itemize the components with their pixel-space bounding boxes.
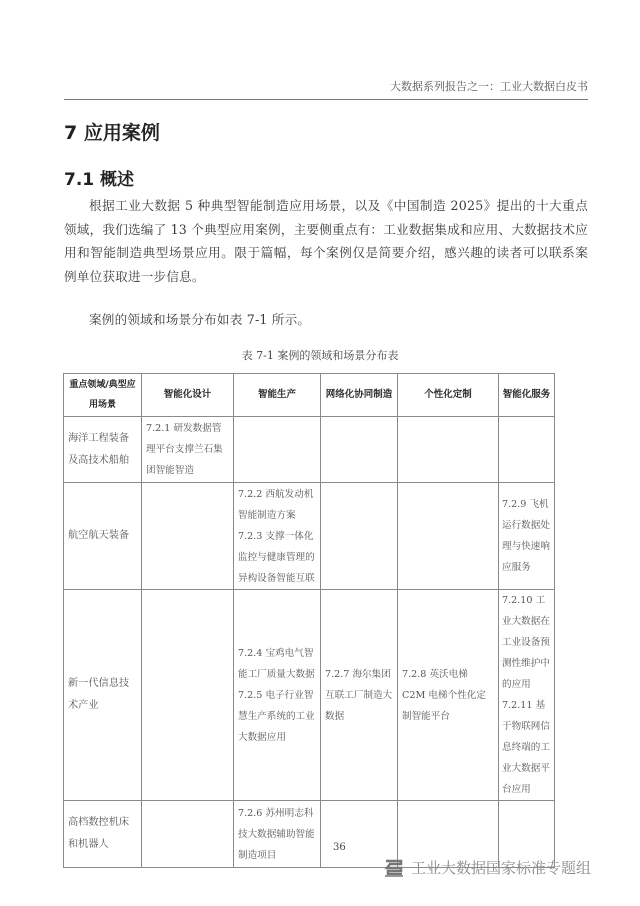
table-caption: 表 7-1 案例的领域和场景分布表 bbox=[241, 349, 399, 362]
chapter-title: 7 应用案例 bbox=[64, 122, 160, 144]
section-title: 7.1 概述 bbox=[64, 170, 135, 190]
page-number: 36 bbox=[333, 842, 346, 853]
customization-cell bbox=[398, 417, 499, 483]
case-entry: 7.2.4 宝鸡电气智能工厂质量大数据 bbox=[238, 647, 315, 680]
case-entry: 7.2.3 支撑一体化监控与健康管理的异构设备智能互联 bbox=[238, 530, 315, 584]
table-row bbox=[64, 417, 555, 483]
intro-paragraph: 根据工业大数据 5 种典型智能制造应用场景，以及《中国制造 2025》提出的十大重点领域，我们选编了 13 个典型应用案例，主要侧重点有：工业数据集成和应用、大数据技术应用和智能制造典型场景应用。限于篇幅，每个案例仅是简要介绍，感兴趣的读者可以联系案例单位获取进一步信息。 bbox=[64, 198, 588, 284]
collaborative-cell bbox=[321, 417, 398, 483]
design-cell bbox=[142, 417, 234, 483]
collaborative-cell bbox=[321, 483, 398, 590]
table-row bbox=[64, 483, 555, 590]
table-row bbox=[64, 590, 555, 801]
case-entry: 7.2.8 英沃电梯 C2M 电梯个性化定制智能平台 bbox=[402, 668, 486, 722]
collaborative-cell bbox=[321, 590, 398, 801]
customization-cell bbox=[398, 483, 499, 590]
table-reference-paragraph: 案例的领域和场景分布如表 7-1 所示。 bbox=[89, 312, 311, 327]
case-entry: 7.2.6 苏州明志科技大数据辅助智能制造项目 bbox=[238, 807, 315, 861]
service-cell bbox=[499, 590, 555, 801]
case-entry: 7.2.7 海尔集团互联工厂制造大数据 bbox=[325, 668, 393, 722]
watermark-text: 工业大数据国家标准专题组 bbox=[411, 859, 592, 877]
case-distribution-table bbox=[63, 373, 555, 868]
header-design: 智能化设计 bbox=[142, 374, 234, 417]
watermark bbox=[383, 857, 591, 878]
case-entry: 7.2.9 飞机运行数据处理与快速响应服务 bbox=[502, 499, 550, 573]
service-cell bbox=[499, 417, 555, 483]
design-cell bbox=[142, 801, 234, 868]
domain-cell: 新一代信息技术产业 bbox=[64, 590, 142, 801]
header-production: 智能生产 bbox=[234, 374, 321, 417]
design-cell bbox=[142, 590, 234, 801]
case-entry: 7.2.10 工业大数据在工业设备预测性维护中的应用 bbox=[502, 595, 550, 690]
case-entry: 7.2.2 西航发动机智能制造方案 bbox=[238, 488, 314, 521]
customization-cell bbox=[398, 590, 499, 801]
header-service: 智能化服务 bbox=[499, 374, 555, 417]
domain-cell: 高档数控机床和机器人 bbox=[64, 801, 142, 868]
service-cell bbox=[499, 483, 555, 590]
table-header-row bbox=[64, 374, 555, 417]
design-cell bbox=[142, 483, 234, 590]
production-cell bbox=[234, 417, 321, 483]
production-cell bbox=[234, 483, 321, 590]
production-cell bbox=[234, 590, 321, 801]
case-entry: 7.2.5 电子行业智慧生产系统的工业大数据应用 bbox=[238, 689, 315, 743]
book-logo-icon bbox=[383, 858, 405, 878]
header-domain: 重点领域/典型应用场景 bbox=[64, 374, 142, 417]
domain-cell: 海洋工程装备及高技术船舶 bbox=[64, 417, 142, 483]
case-entry: 7.2.1 研发数据管理平台支撑兰石集团智能智造 bbox=[146, 423, 223, 476]
case-entry: 7.2.11 基于物联网信息终端的工业大数据平台应用 bbox=[502, 700, 550, 795]
production-cell bbox=[234, 801, 321, 868]
header-customization: 个性化定制 bbox=[398, 374, 499, 417]
header-collaborative: 网络化协同制造 bbox=[321, 374, 398, 417]
running-header: 大数据系列报告之一：工业大数据白皮书 bbox=[64, 78, 588, 100]
domain-cell: 航空航天装备 bbox=[64, 483, 142, 590]
